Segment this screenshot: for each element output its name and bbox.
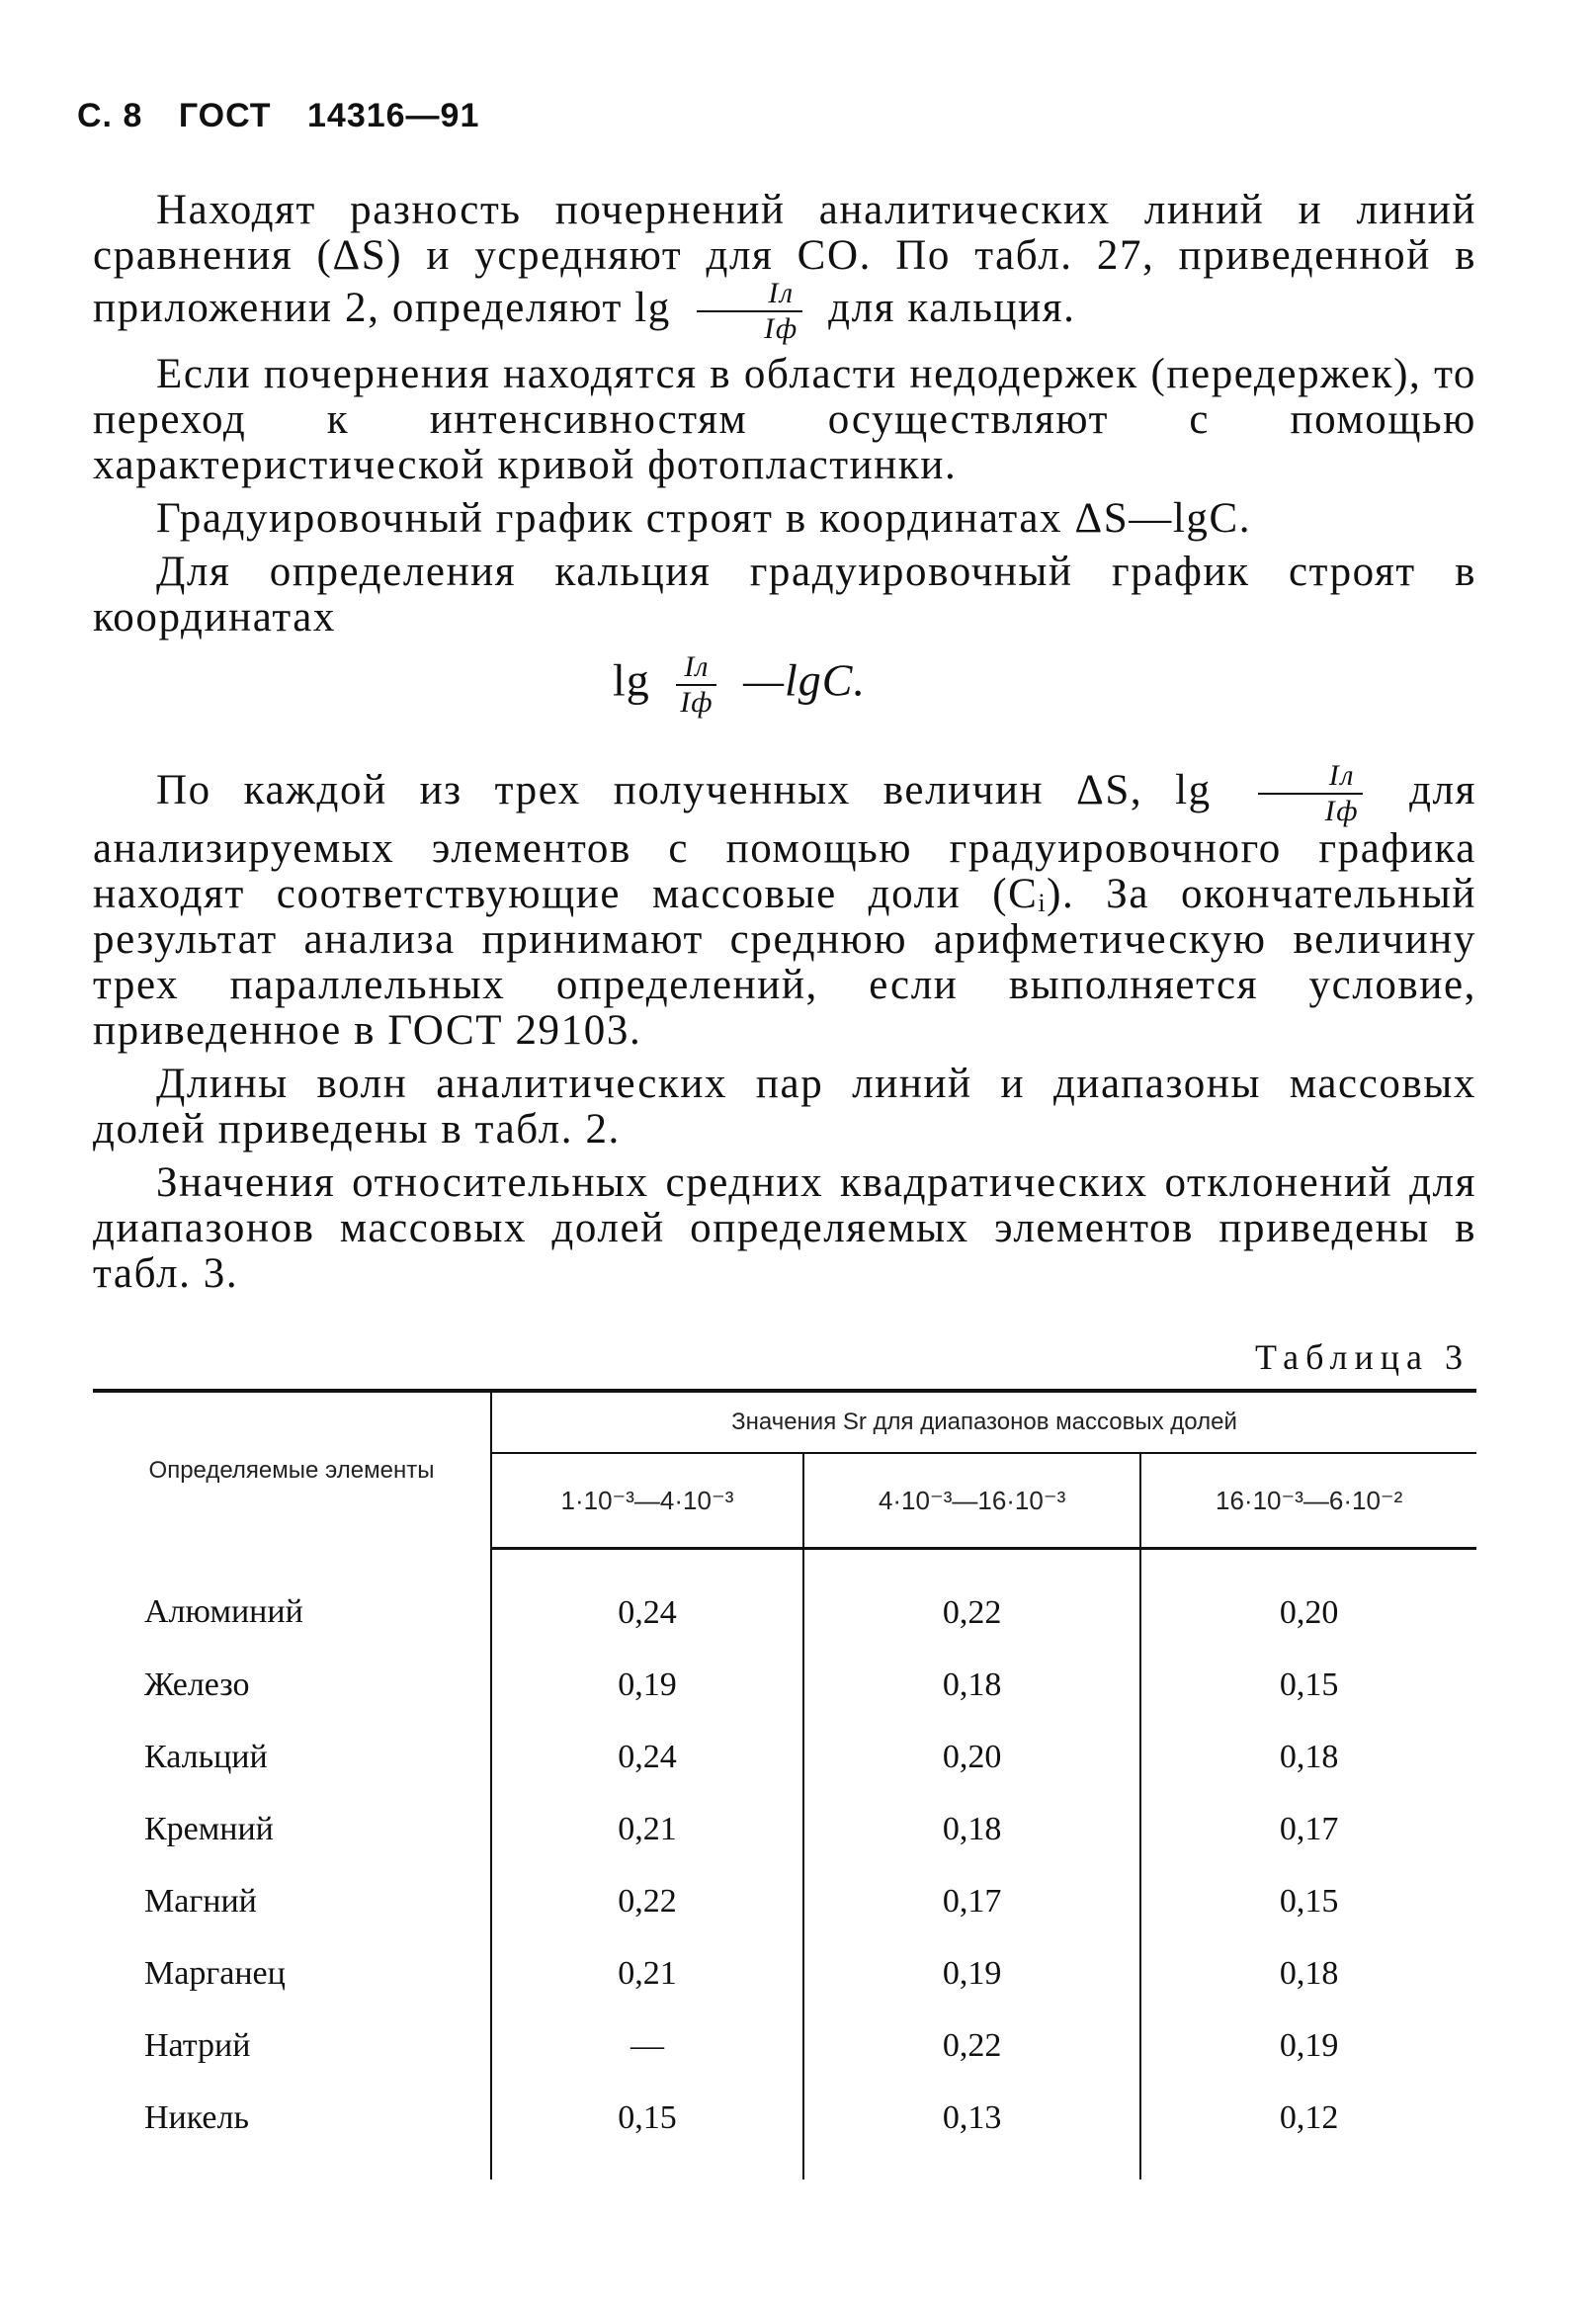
element-name: Кремний (144, 1810, 274, 1847)
paragraph-1-tail: для кальция. (828, 284, 1076, 331)
paragraph-5-lead: По каждой из трех полученных величин ΔS, lg (156, 766, 1212, 813)
table-row (93, 2009, 1476, 2082)
table-row (93, 1937, 1476, 2009)
paragraph-5-fraction (1254, 761, 1368, 826)
table-row (93, 1549, 1476, 1650)
element-name: Магний (144, 1882, 257, 1920)
formula-fraction (672, 652, 720, 718)
sr-value: 0,19 (491, 1649, 803, 1721)
table-row (93, 1793, 1476, 1865)
sr-value: 0,22 (491, 1865, 803, 1937)
paragraph-3: Градуировочный график строят в координатах ΔS—lgC. (156, 495, 1252, 542)
table-caption: Таблица 3 (1255, 1337, 1470, 1377)
standard-label: ГОСТ (178, 97, 272, 134)
paragraph-1-text: Находят разность почернений аналитических линий и линий сравнения (ΔS) и усредняют для СО. По табл. 27, приведенной в приложении 2, определяют lg (93, 187, 1476, 331)
p5-denominator: Iф (1324, 795, 1360, 827)
table-group-header-row (93, 1391, 1476, 1453)
table-row (93, 1721, 1476, 1793)
sr-value: 0,15 (491, 2082, 803, 2179)
sr-value: 0,19 (1140, 2009, 1476, 2082)
table-row (93, 1865, 1476, 1937)
sr-value: 0,18 (1140, 1937, 1476, 2009)
table-row (93, 2082, 1476, 2179)
sr-value: 0,22 (803, 1549, 1140, 1650)
sr-value: 0,18 (803, 1649, 1140, 1721)
sr-value: — (491, 2009, 803, 2082)
sr-value: 0,17 (1140, 1793, 1476, 1865)
sr-value: 0,20 (1140, 1549, 1476, 1650)
sr-value: 0,20 (803, 1721, 1140, 1793)
sr-value: 0,15 (1140, 1865, 1476, 1937)
sr-value: 0,24 (491, 1721, 803, 1793)
sr-table-container (93, 1389, 1476, 2179)
sr-value: 0,19 (803, 1937, 1140, 2009)
sr-value: 0,15 (1140, 1649, 1476, 1721)
paragraph-7: Значения относительных средних квадратических отклонений для диапазонов массовых долей определяемых элементов приведены в табл. 3. (93, 1159, 1476, 1297)
table-row (93, 1649, 1476, 1721)
sr-value: 0,18 (1140, 1721, 1476, 1793)
element-name: Марганец (144, 1954, 286, 1992)
range-header-2: 4·10⁻³—16·10⁻³ (803, 1453, 1140, 1549)
sr-value: 0,13 (803, 2082, 1140, 2179)
element-name: Алюминий (144, 1592, 303, 1630)
standard-number: 14316—91 (307, 97, 480, 134)
element-name: Натрий (144, 2026, 251, 2064)
text-block-top (93, 188, 1476, 648)
paragraph-1 (93, 188, 1476, 344)
range-header-3: 16·10⁻³—6·10⁻² (1140, 1453, 1476, 1549)
paragraph-6: Длины волн аналитических пар линий и диапазоны массовых долей приведены в табл. 2. (93, 1061, 1476, 1153)
formula-denominator: Iф (680, 686, 714, 719)
paragraph-4: Для определения кальция градуировочный график строят в координатах (93, 549, 1476, 641)
element-name: Кальций (144, 1738, 268, 1775)
p5-numerator: Iл (1258, 761, 1363, 795)
col-elements-header: Определяемые элементы (148, 1456, 435, 1484)
sr-value: 0,22 (803, 2009, 1140, 2082)
sr-table (93, 1389, 1476, 2179)
formula-numerator: Iл (676, 652, 716, 686)
formula-suffix: —lgC. (743, 654, 866, 706)
fraction-numerator: Iл (697, 279, 801, 312)
sr-value: 0,21 (491, 1937, 803, 2009)
calibration-formula (613, 652, 866, 718)
formula-prefix: lg (613, 654, 650, 706)
page-header (77, 97, 505, 135)
sr-value: 0,17 (803, 1865, 1140, 1937)
range-header-1: 1·10⁻³—4·10⁻³ (491, 1453, 803, 1549)
sr-value: 0,18 (803, 1793, 1140, 1865)
text-block-bottom (93, 761, 1476, 1305)
sr-value: 0,24 (491, 1549, 803, 1650)
page-number: С. 8 (77, 97, 143, 134)
sr-value: 0,12 (1140, 2082, 1476, 2179)
element-name: Железо (144, 1665, 250, 1703)
paragraph-2: Если почернения находятся в области недодержек (передержек), то переход к интенсивностям осуществляют с помощью характеристической кривой фотопластинки. (93, 351, 1476, 488)
intensity-fraction (693, 279, 806, 344)
fraction-denominator: Iф (764, 312, 798, 345)
sr-value: 0,21 (491, 1793, 803, 1865)
col-group-header: Значения Sr для диапазонов массовых долей (491, 1391, 1476, 1453)
paragraph-5 (93, 761, 1476, 1054)
paragraph-5-text: для анализируемых элементов с помощью градуировочного графика находят соответствующие массовые доли (Cᵢ). За окончательный результат анализа принимают среднюю арифметическую величину трех параллельных определений, если выполняется условие, приведенное в ГОСТ 29103. (93, 766, 1476, 1054)
element-name: Никель (144, 2099, 249, 2136)
